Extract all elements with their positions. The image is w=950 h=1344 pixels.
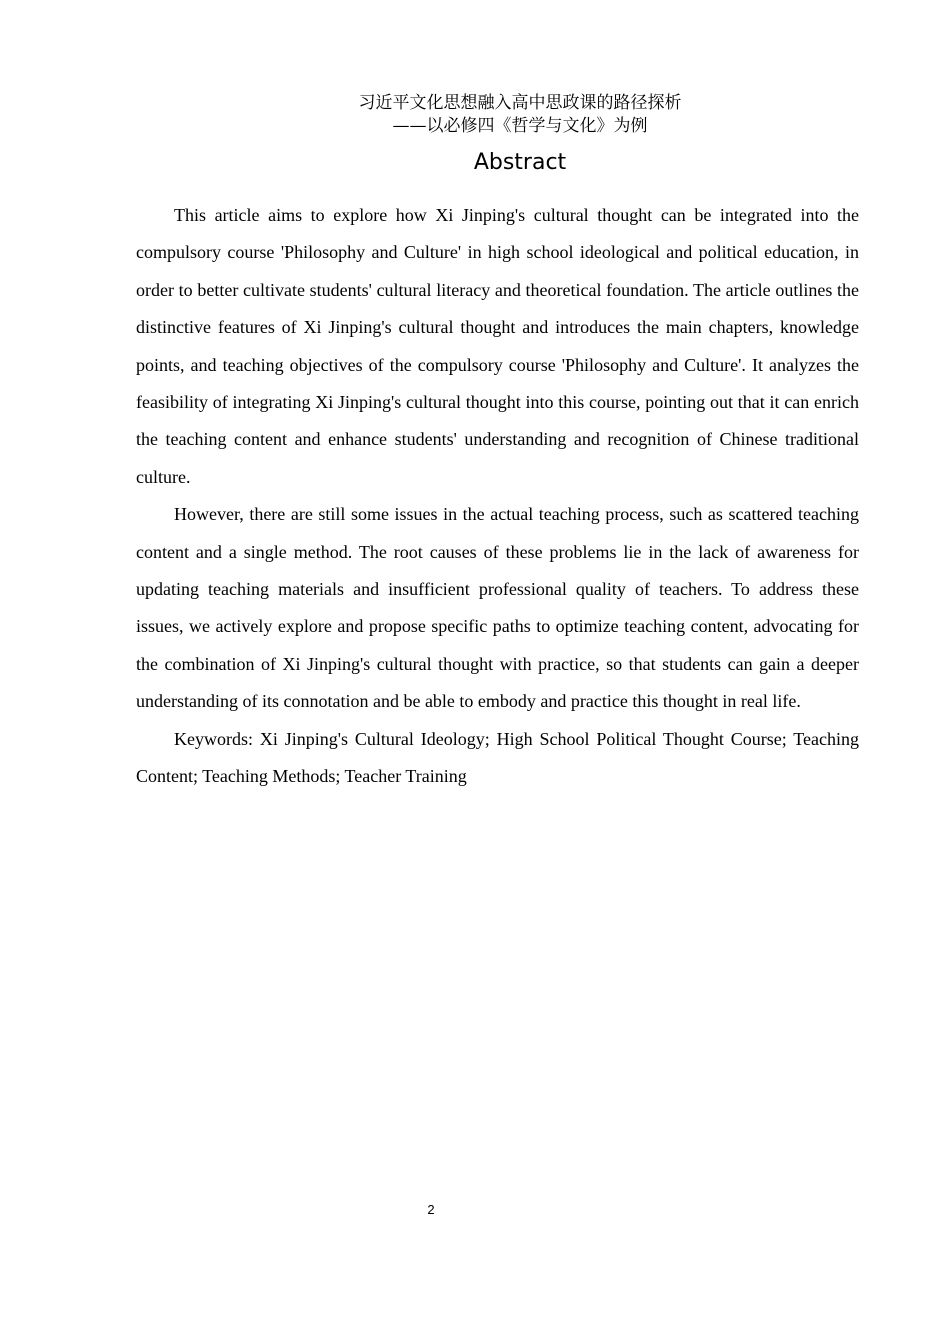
abstract-heading: Abstract <box>473 150 567 175</box>
page-number: 2 <box>427 1202 435 1217</box>
thesis-title-main: 习近平文化思想融入高中思政课的路径探析 <box>358 93 682 113</box>
keywords-paragraph: Keywords: Xi Jinping's Cultural Ideology; High School Political Thought Course; Teaching Content; Teaching Methods; Teacher Training <box>136 728 859 787</box>
thesis-title-subtitle: ——以必修四《哲学与文化》为例 <box>392 116 648 136</box>
thesis-title <box>136 92 904 138</box>
abstract-paragraph-1: This article aims to explore how Xi Jinping's cultural thought can be integrated into the compulsory course 'Philosophy and Culture' in high school ideological and political education, in order to better cultivate students' cultural literacy and theoretical foundation. The article outlines the distinctive features of Xi Jinping's cultural thought and introduces the main chapters, knowledge points, and teaching objectives of the compulsory course 'Philosophy and Culture'. It analyzes the feasibility of integrating Xi Jinping's cultural thought into this course, pointing out that it can enrich the teaching content and enhance students' understanding and recognition of Chinese traditional culture. <box>136 205 859 487</box>
abstract-paragraph-2: However, there are still some issues in the actual teaching process, such as scattered teaching content and a single method. The root causes of these problems lie in the lack of awareness for updating teaching materials and insufficient professional quality of teachers. To address these issues, we actively explore and propose specific paths to optimize teaching content, advocating for the combination of Xi Jinping's cultural thought with practice, so that students can gain a deeper understanding of its connotation and be able to embody and practice this thought in real life. <box>136 504 859 712</box>
abstract-body <box>136 197 859 796</box>
